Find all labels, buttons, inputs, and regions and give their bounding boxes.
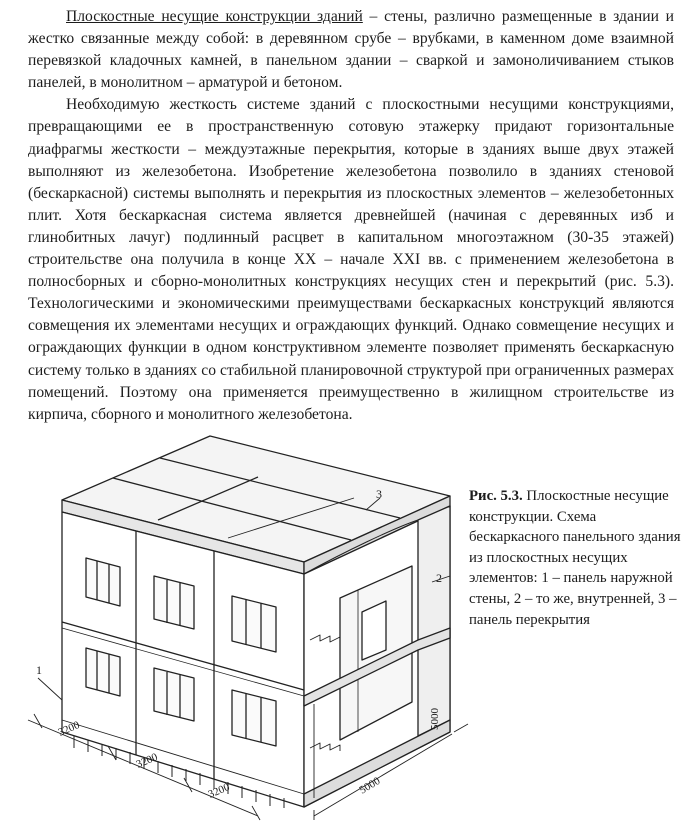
callout-2: 2	[436, 571, 442, 585]
defined-term: Плоскостные несущие конструкции зданий	[66, 8, 363, 25]
dimension-label-2: 3200	[134, 751, 160, 771]
paragraph-1	[28, 6, 674, 94]
dimension-label-3: 3200	[206, 781, 232, 801]
body-text	[28, 6, 674, 426]
dimension-label-5: 5000	[429, 708, 441, 730]
paragraph-2: Необходимую жесткость системе зданий с плоскостными несущими конструкциями, превращающими ее в пространственную сотовую этажерку придают горизонтальные диафрагмы жесткости – междуэтажные перекрытия, которые в зданиях выше двух этажей выполняют из железобетона. Изобретение железобетона позволило в зданиях стеновой (бескаркасной) системы выполнять и перекрытия из плоскостных элементов – железобетонных плит. Хотя бескаркасная система является древнейшей (начиная с деревянных изб и глинобитных лачуг) подлинный расцвет в капитальном многоэтажном (30-35 этажей) строительстве она получила в конце XX – начале XXI вв. с применением железобетона в полносборных и сборно-монолитных конструкциях несущих стен и перекрытий (рис. 5.3). Технологическими и экономическими преимуществами бескаркасных конструкций являются совмещения их элементами несущих и ограждающих функций. Однако совмещение несущих и ограждающих функции в одном конструктивном элементе позволяет применять бескаркасную систему только в зданиях со стабильной планировочной структурой при ограниченных размерах помещений. Поэтому она применяется преимущественно в жилищном строительстве из кирпича, сборного и монолитного железобетона.	[28, 96, 674, 423]
dimension-label-1: 3200	[56, 719, 82, 739]
caption-label: Рис. 5.3.	[469, 488, 523, 504]
building-figure	[14, 402, 470, 822]
paragraph-1-text: – стены, различно размещенные в здании и жестко связанные между собой: в деревянном срубе – врубками, в каменном доме взаимной перевязкой кладочных камней, в панельном здании – сваркой и замоноличиванием стыков панелей, в монолитном – арматурой и бетоном.	[28, 8, 674, 92]
dimension-label-4: 5000	[357, 774, 383, 797]
panel-building-drawing	[14, 402, 470, 822]
callout-1: 1	[36, 663, 42, 677]
callout-3: 3	[376, 487, 382, 501]
caption-text: Плоскостные несущие конструкции. Схема бескаркасного панельного здания из плоскостных несущих элементов: 1 – панель наружной стены, 2 – то же, внутренней, 3 – панель перекрытия	[469, 488, 681, 628]
figure-caption	[469, 486, 685, 630]
